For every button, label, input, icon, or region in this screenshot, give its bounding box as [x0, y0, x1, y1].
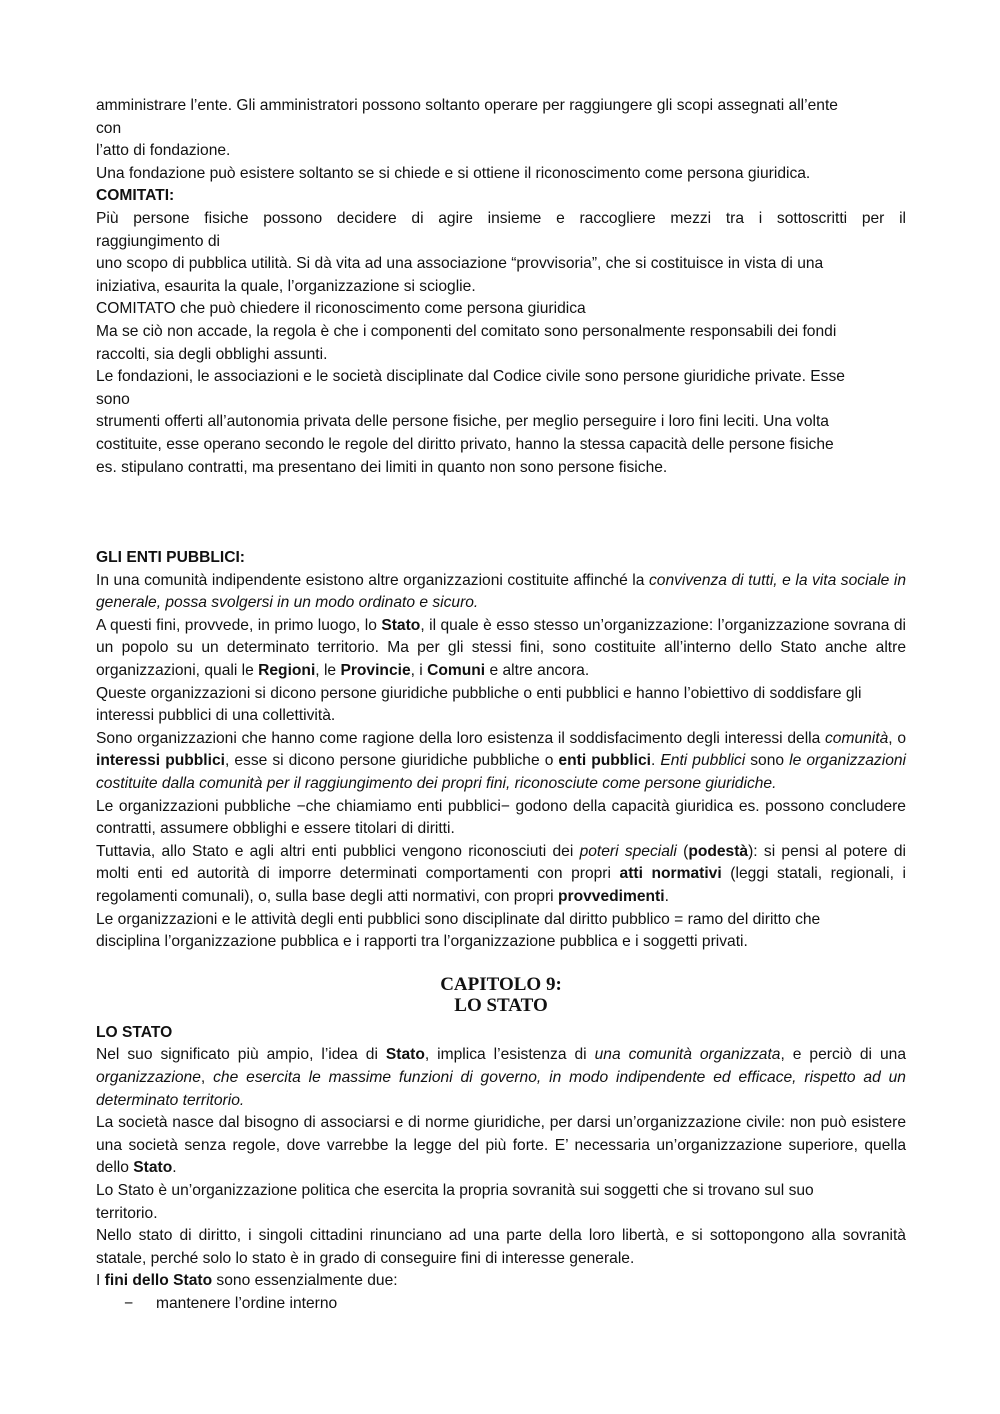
text-run: ): si pensi al potere di molti enti ed autorità di imporre determinati comportamenti con propri [96, 842, 906, 883]
text-run: . [650, 752, 661, 770]
bold-run: Regioni [258, 662, 316, 680]
paragraph [96, 1112, 906, 1180]
italic-run: poteri speciali [579, 842, 677, 860]
text-line: COMITATO che può chiedere il riconoscimento come persona giuridica [96, 300, 586, 318]
italic-run: le organizzazioni costituite dalla comunità per il raggiungimento dei propri fini, riconosciute come persone giuridiche. [96, 752, 907, 793]
text-run: , e perciò di una [780, 1046, 907, 1064]
paragraph [96, 615, 906, 683]
text-line: iniziativa, esaurita la quale, l’organizzazione si scioglie. [96, 277, 476, 295]
paragraph: Le organizzazioni pubbliche −che chiamiamo enti pubblici− godono della capacità giuridica es. possono concludere contratti, assumere obblighi e essere titolari di diritti. [96, 797, 906, 838]
italic-run: organizzazione [96, 1068, 201, 1086]
text-run: , [200, 1068, 214, 1086]
text-run: , esse si dicono persone giuridiche pubbliche o [224, 752, 559, 770]
text-run: (leggi statali, regionali, i regolamenti comunali), o, sulla base degli atti normativi, con propri [96, 865, 906, 905]
bold-run: Comuni [427, 662, 486, 680]
bold-run: Stato [381, 616, 421, 634]
text-line: Le fondazioni, le associazioni e le società disciplinate dal Codice civile sono persone giuridiche private. Esse [96, 368, 845, 386]
text-run: A questi fini, provvede, in primo luogo, lo [96, 616, 382, 634]
paragraph [96, 728, 906, 796]
bold-run: interessi pubblici [96, 752, 225, 770]
text-run: , implica l’esistenza di [424, 1046, 595, 1064]
text-line: sono [96, 390, 130, 408]
text-line: raggiungimento di [96, 232, 220, 250]
italic-run: comunità [825, 729, 889, 747]
bold-run: Stato [385, 1046, 425, 1064]
text-line: Ma se ciò non accade, la regola è che i componenti del comitato sono personalmente responsabili dei fondi [96, 322, 837, 340]
text-run: , o [888, 729, 906, 747]
text-line: raccolti, sia degli obblighi assunti. [96, 345, 328, 363]
paragraph: Nello stato di diritto, i singoli cittadini rinunciano ad una parte della loro libertà, e si sottopongono alla sovranità statale, perché solo lo stato è in grado di conseguire fini di interesse generale. [96, 1227, 906, 1267]
paragraph: Queste organizzazioni si dicono persone giuridiche pubbliche o enti pubblici e hanno l’obiettivo di soddisfare gli interessi pubblici di una collettività. [96, 684, 862, 725]
text-line: l’atto di fondazione. [96, 142, 231, 160]
text-line: costituite, esse operano secondo le regole del diritto privato, hanno la stessa capacità delle persone fisiche [96, 435, 834, 453]
text-run: , i [410, 662, 428, 680]
text-run: In una comunità indipendente esistono altre organizzazioni costituite affinché la [96, 571, 649, 589]
list-item [96, 1293, 906, 1316]
bold-run: podestà [688, 842, 749, 860]
section-heading: COMITATI: [96, 187, 175, 205]
fondazioni-section [96, 95, 906, 185]
chapter-name: LO STATO [454, 994, 548, 1016]
text-run: I [96, 1272, 105, 1290]
paragraph [96, 841, 906, 909]
text-run: sono essenzialmente due: [212, 1272, 398, 1290]
section-heading: LO STATO [96, 1023, 173, 1041]
paragraph [96, 1044, 906, 1112]
spacer [96, 479, 906, 547]
document-page [96, 95, 906, 1316]
text-line: Più persone fisiche possono decidere di agire insieme e raccogliere mezzi tra i sottoscritti per il [96, 209, 906, 227]
text-line: es. stipulano contratti, ma presentano dei limiti in quanto non sono persone fisiche. [96, 458, 668, 476]
text-line: con [96, 119, 122, 137]
paragraph [96, 570, 906, 615]
text-run: ( [676, 842, 689, 860]
chapter-title [96, 974, 906, 1016]
text-line: strumenti offerti all’autonomia privata delle persone fisiche, per meglio perseguire i loro fini leciti. Una volta [96, 413, 829, 431]
text-run: . [172, 1159, 177, 1177]
text-line: territorio. [96, 1204, 158, 1222]
list-item-text: mantenere l’ordine interno [156, 1294, 338, 1312]
text-line: uno scopo di pubblica utilità. Si dà vita ad una associazione “provvisoria”, che si costituisce in vista di una [96, 255, 824, 273]
text-run: . [664, 888, 669, 905]
text-run: sono [745, 752, 790, 770]
bold-run: provvedimenti [557, 888, 665, 905]
text-line: Una fondazione può esistere soltanto se si chiede e si ottiene il riconoscimento come persona giuridica. [96, 164, 811, 182]
text-run: e altre ancora. [485, 662, 590, 680]
text-line: amministrare l’ente. Gli amministratori possono soltanto operare per raggiungere gli scopi assegnati all’ente [96, 97, 838, 114]
dash-bullet: − [124, 1294, 134, 1312]
bullet-list [96, 1293, 906, 1316]
section-heading: GLI ENTI PUBBLICI: [96, 549, 246, 567]
paragraph [96, 1270, 906, 1293]
text-line: Le organizzazioni e le attività degli enti pubblici sono disciplinate dal diritto pubblico = ramo del diritto che [96, 910, 821, 928]
text-run: , le [315, 662, 341, 680]
text-run: , il quale è esso stesso un’organizzazione: l’organizzazione sovrana di un popolo su un determinato territorio. Ma per gli stessi fini, sono costituite all’interno dello Stato anche altre organizzazioni, quali le [96, 616, 907, 680]
italic-run: una comunità organizzata [594, 1046, 781, 1064]
comitati-section [96, 185, 906, 479]
italic-run: convivenza di tutti, e la vita sociale in generale, possa svolgersi in un modo ordinato e sicuro. [96, 571, 907, 612]
bold-run: Provincie [340, 662, 411, 680]
bold-run: Stato [133, 1159, 173, 1177]
lo-stato-section [96, 1022, 906, 1316]
text-line: disciplina l’organizzazione pubblica e i rapporti tra l’organizzazione pubblica e i soggetti privati. [96, 933, 748, 951]
text-run: La società nasce dal bisogno di associarsi e di norme giuridiche, per darsi un’organizzazione civile: non può esistere una società senza regole, dove varrebbe la legge del più forte. E’ necessaria un’organizzazione superiore, quella dello [96, 1114, 906, 1177]
bold-run: fini dello Stato [104, 1272, 213, 1290]
text-run: Tuttavia, allo Stato e agli altri enti pubblici vengono riconosciuti dei [96, 842, 580, 860]
text-run: Sono organizzazioni che hanno come ragione della loro esistenza il soddisfacimento degli interessi della [96, 729, 825, 747]
chapter-number: CAPITOLO 9: [440, 973, 562, 995]
italic-run: che esercita le massime funzioni di governo, in modo indipendente ed efficace, rispetto ad un determinato territorio. [96, 1068, 906, 1109]
bold-run: atti normativi [619, 865, 722, 883]
text-run: Nel suo significato più ampio, l’idea di [96, 1046, 386, 1064]
text-line: Lo Stato è un’organizzazione politica che esercita la propria sovranità sui soggetti che si trovano sul suo [96, 1181, 814, 1199]
italic-run: Enti pubblici [660, 752, 746, 770]
enti-pubblici-section [96, 547, 906, 954]
bold-run: enti pubblici [558, 752, 651, 770]
